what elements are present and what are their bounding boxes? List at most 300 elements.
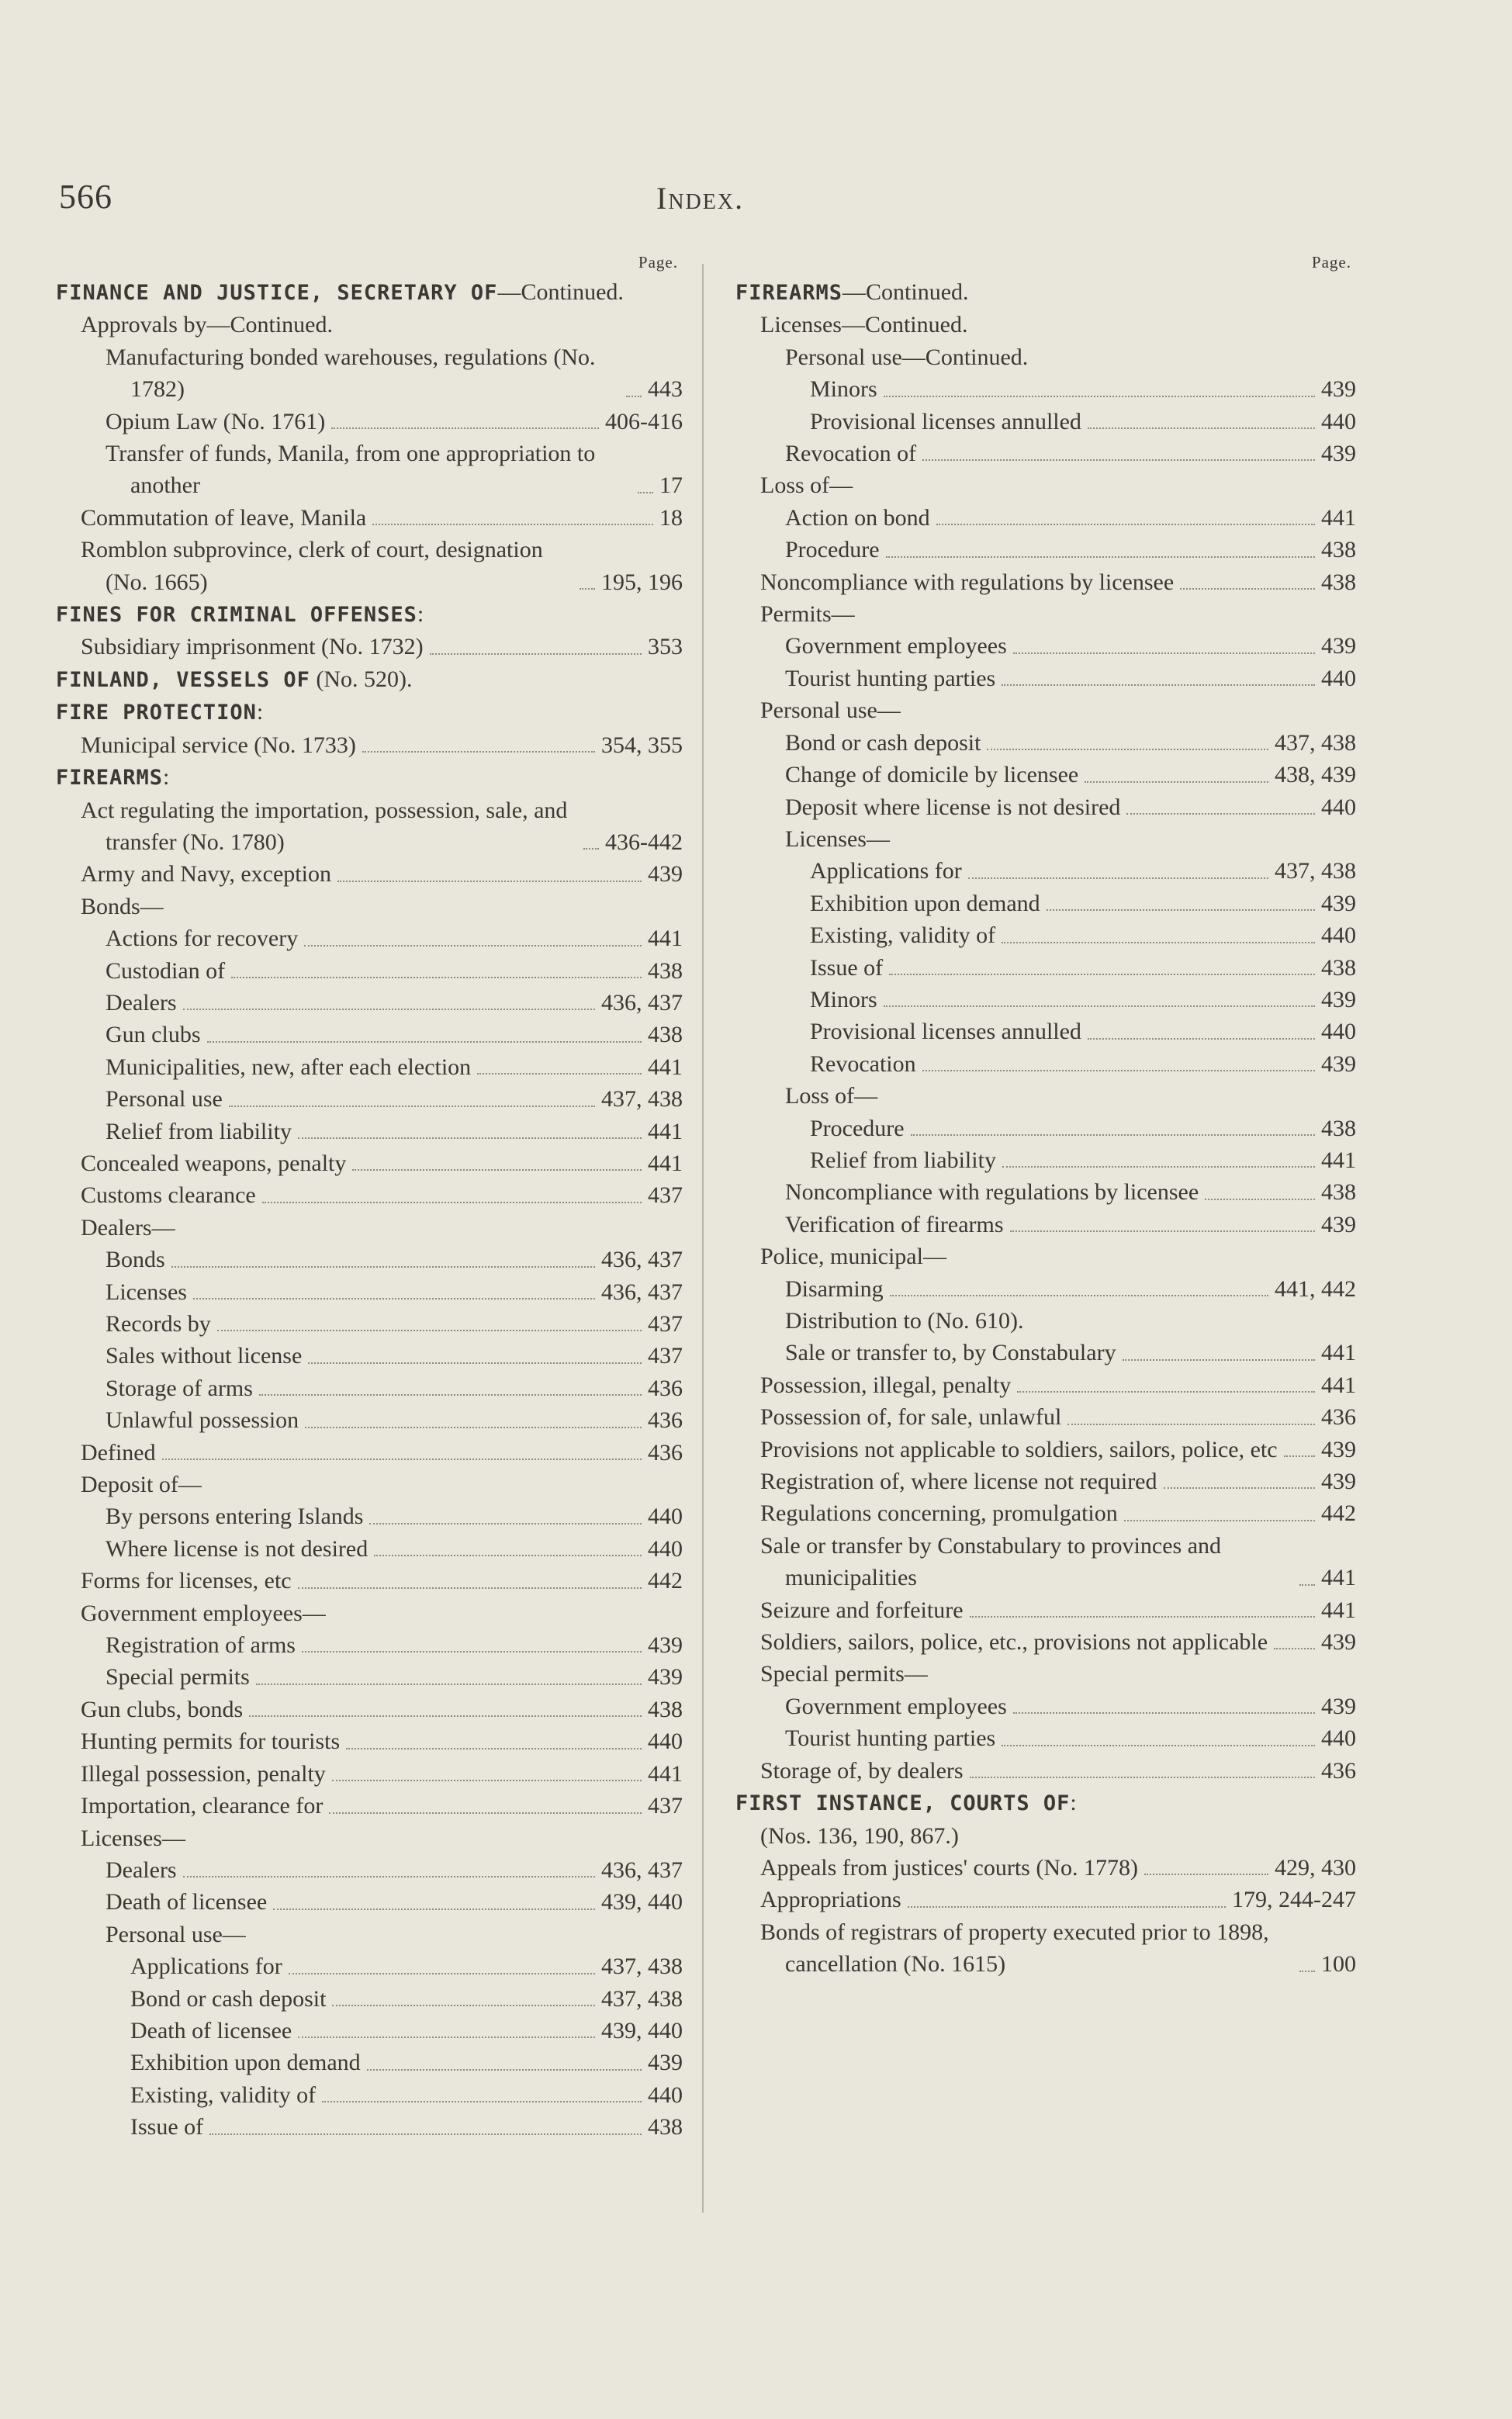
index-entry bbox=[735, 1369, 1356, 1401]
entry-pages: 438 bbox=[648, 957, 683, 984]
dot-leader bbox=[374, 1555, 642, 1556]
entry-text bbox=[106, 987, 177, 1019]
index-entry bbox=[735, 534, 1356, 566]
running-head: Index. bbox=[656, 181, 745, 216]
index-entry bbox=[56, 438, 683, 502]
dot-leader bbox=[346, 1748, 642, 1749]
index-entry bbox=[735, 1048, 1356, 1080]
entry-text bbox=[130, 2015, 292, 2047]
entry-text bbox=[106, 1372, 253, 1404]
dot-leader bbox=[1180, 588, 1315, 590]
dot-leader bbox=[1124, 1520, 1315, 1521]
index-entry bbox=[735, 1080, 1356, 1112]
index-entry bbox=[735, 1916, 1356, 1981]
dot-leader bbox=[886, 556, 1315, 558]
dot-leader bbox=[970, 1616, 1315, 1618]
entry-pages: 441 bbox=[648, 1760, 683, 1787]
entry-text bbox=[760, 1434, 1278, 1466]
entry-label: Noncompliance with regulations by licensee bbox=[785, 1179, 1199, 1206]
entry-text bbox=[81, 894, 164, 919]
index-entry bbox=[735, 1434, 1356, 1466]
entry-pages: 440 bbox=[1321, 1019, 1356, 1045]
index-entry bbox=[56, 1051, 683, 1083]
dot-leader bbox=[922, 459, 1315, 461]
dot-leader bbox=[1126, 813, 1315, 815]
entry-text bbox=[810, 1113, 905, 1144]
entry-text bbox=[760, 697, 901, 723]
dot-leader bbox=[1123, 1359, 1315, 1361]
dot-leader bbox=[477, 1073, 642, 1075]
entry-label: Appeals from justices' courts (No. 1778) bbox=[760, 1854, 1138, 1881]
entry-label: Noncompliance with regulations by licensee bbox=[760, 569, 1175, 595]
index-entry bbox=[735, 1852, 1356, 1884]
dot-leader bbox=[1299, 1971, 1315, 1972]
entry-pages: 353 bbox=[648, 634, 683, 660]
dot-leader bbox=[308, 1362, 642, 1364]
dot-leader bbox=[273, 1909, 595, 1910]
entry-label: Licenses—Continued. bbox=[760, 312, 968, 338]
index-entry bbox=[56, 794, 683, 859]
index-entry bbox=[56, 1983, 683, 2015]
entry-pages: 179, 244-247 bbox=[1232, 1887, 1356, 1913]
index-entry bbox=[735, 663, 1356, 694]
entry-heading: FINLAND, VESSELS OF bbox=[56, 667, 310, 692]
dot-leader bbox=[1010, 1230, 1315, 1232]
entry-pages: 438 bbox=[648, 1022, 683, 1048]
entry-text bbox=[785, 1308, 1024, 1334]
entry-text bbox=[81, 1601, 326, 1626]
entry-label: Illegal possession, penalty bbox=[81, 1760, 326, 1787]
entry-label: Sale or transfer by Constabulary to provinces and municipalities bbox=[760, 1532, 1222, 1591]
dot-leader bbox=[337, 881, 642, 882]
entry-text bbox=[810, 984, 877, 1016]
entry-label: Procedure bbox=[810, 1115, 905, 1141]
index-entry bbox=[735, 1337, 1356, 1369]
entry-text bbox=[81, 729, 356, 761]
entry-pages: 437, 438 bbox=[1275, 729, 1356, 756]
index-entry bbox=[56, 1822, 683, 1854]
entry-label: Tourist hunting parties bbox=[785, 1725, 996, 1752]
index-entry bbox=[56, 1083, 683, 1115]
index-entry bbox=[735, 952, 1356, 984]
entry-text bbox=[81, 631, 424, 663]
entry-text bbox=[56, 699, 263, 725]
entry-pages: 438 bbox=[648, 1696, 683, 1722]
entry-label: Registration of, where license not required bbox=[760, 1469, 1157, 1495]
dot-leader bbox=[1002, 1745, 1315, 1746]
entry-text bbox=[810, 1016, 1081, 1047]
index-entry bbox=[735, 630, 1356, 662]
index-entry bbox=[735, 438, 1356, 469]
entry-label: Permits— bbox=[760, 601, 855, 628]
index-entry bbox=[735, 855, 1356, 887]
entry-label: Distribution to (No. 610). bbox=[785, 1308, 1024, 1334]
entry-text bbox=[81, 1565, 292, 1597]
entry-pages: 437 bbox=[648, 1311, 683, 1337]
dot-leader bbox=[249, 1715, 642, 1717]
entry-label: Soldiers, sailors, police, etc., provisions not applicable bbox=[760, 1629, 1268, 1656]
dot-leader bbox=[1002, 1166, 1315, 1168]
entry-text bbox=[81, 1790, 324, 1822]
dot-leader bbox=[1088, 427, 1315, 429]
entry-text bbox=[785, 344, 1028, 370]
index-entry bbox=[735, 1113, 1356, 1144]
index-entry bbox=[735, 1722, 1356, 1754]
entry-text bbox=[106, 1661, 250, 1693]
entry-pages: 441 bbox=[1321, 1340, 1356, 1366]
dot-leader bbox=[638, 492, 653, 493]
entry-label: Revocation of bbox=[785, 441, 917, 467]
entry-label: Tourist hunting parties bbox=[785, 665, 996, 691]
index-entry bbox=[735, 276, 1356, 309]
entry-pages: 439 bbox=[648, 1664, 683, 1691]
dot-leader bbox=[352, 1169, 642, 1171]
index-entry bbox=[56, 2047, 683, 2078]
entry-label: By persons entering Islands bbox=[106, 1504, 364, 1530]
entry-label: Exhibition upon demand bbox=[130, 2050, 361, 2076]
index-entry bbox=[56, 1147, 683, 1179]
index-entry bbox=[56, 1919, 683, 1950]
entry-label: Death of licensee bbox=[106, 1889, 268, 1915]
dot-leader bbox=[171, 1266, 595, 1268]
index-entry bbox=[735, 694, 1356, 726]
page-column-label: Page. bbox=[1311, 253, 1351, 272]
entry-text bbox=[785, 1722, 996, 1754]
entry-label: Minors bbox=[810, 986, 877, 1012]
index-entry bbox=[735, 469, 1356, 501]
dot-leader bbox=[1017, 1391, 1315, 1393]
entry-label: Deposit of— bbox=[81, 1472, 202, 1498]
index-column-left bbox=[56, 248, 683, 2144]
entry-text bbox=[810, 952, 884, 984]
entry-label: Customs clearance bbox=[81, 1182, 256, 1209]
entry-pages: 439 bbox=[1321, 1050, 1356, 1077]
entry-pages: 439 bbox=[648, 1632, 683, 1659]
entry-text bbox=[106, 1533, 368, 1565]
entry-label: Storage of, by dealers bbox=[760, 1757, 964, 1784]
entry-label: Loss of— bbox=[785, 1083, 878, 1109]
entry-label: Concealed weapons, penalty bbox=[81, 1150, 347, 1176]
index-entry bbox=[56, 1276, 683, 1308]
entry-pages: 195, 196 bbox=[601, 569, 683, 595]
index-entry bbox=[735, 1787, 1356, 1819]
dot-leader bbox=[911, 1134, 1315, 1136]
dot-leader bbox=[217, 1330, 642, 1331]
index-entry bbox=[735, 598, 1356, 630]
dot-leader bbox=[1085, 781, 1268, 783]
entry-pages: 438 bbox=[648, 2114, 683, 2140]
entry-label: Approvals by—Continued. bbox=[81, 312, 333, 338]
index-entry bbox=[735, 309, 1356, 341]
entry-label: Actions for recovery bbox=[106, 926, 299, 952]
dot-leader bbox=[1144, 1874, 1268, 1875]
dot-leader bbox=[369, 1523, 642, 1524]
dot-leader bbox=[332, 1780, 642, 1781]
index-entry bbox=[735, 1305, 1356, 1337]
dot-leader bbox=[332, 2005, 595, 2006]
dot-leader bbox=[1299, 1584, 1315, 1586]
entry-label: Police, municipal— bbox=[760, 1244, 946, 1270]
entry-text bbox=[760, 1530, 1293, 1594]
entry-label: Hunting permits for tourists bbox=[81, 1729, 341, 1755]
entry-pages: 439 bbox=[648, 861, 683, 888]
entry-text bbox=[81, 312, 333, 337]
dot-leader bbox=[231, 977, 642, 978]
entry-label: Regulations concerning, promulgation bbox=[760, 1500, 1118, 1527]
index-entry bbox=[735, 727, 1356, 759]
entry-pages: 436 bbox=[1321, 1404, 1356, 1431]
entry-label: Sales without license bbox=[106, 1343, 303, 1369]
entry-label: : bbox=[417, 601, 424, 628]
index-entry bbox=[56, 1469, 683, 1500]
entry-label: Personal use—Continued. bbox=[785, 344, 1029, 370]
entry-text bbox=[735, 279, 969, 305]
entry-label: Commutation of leave, Manila bbox=[81, 504, 367, 531]
entry-text bbox=[106, 955, 226, 987]
entry-pages: 439 bbox=[648, 2050, 683, 2076]
index-entry bbox=[735, 1209, 1356, 1241]
index-entry bbox=[56, 1725, 683, 1757]
entry-text bbox=[106, 1922, 246, 1947]
entry-text bbox=[810, 1144, 996, 1176]
entry-text bbox=[81, 1472, 202, 1497]
entry-text bbox=[760, 312, 967, 337]
entry-pages: 439 bbox=[1321, 1211, 1356, 1237]
entry-text bbox=[785, 1691, 1007, 1722]
entry-text bbox=[760, 1626, 1268, 1658]
index-entry bbox=[735, 1658, 1356, 1690]
entry-pages: 441 bbox=[648, 926, 683, 952]
entry-pages: 439 bbox=[1321, 1469, 1356, 1495]
index-entry bbox=[56, 1950, 683, 1982]
dot-leader bbox=[908, 1906, 1226, 1908]
dot-leader bbox=[1088, 1038, 1315, 1040]
entry-pages: 439 bbox=[1321, 1436, 1356, 1462]
entry-text bbox=[106, 438, 631, 502]
entry-text bbox=[56, 601, 424, 627]
index-entry bbox=[56, 1340, 683, 1372]
entry-label: Applications for bbox=[810, 858, 962, 884]
index-entry bbox=[735, 984, 1356, 1016]
entry-pages: 436, 437 bbox=[601, 1279, 683, 1305]
index-entry bbox=[735, 1144, 1356, 1176]
entry-text bbox=[810, 406, 1081, 438]
index-entry bbox=[56, 502, 683, 534]
entry-label: Issue of bbox=[810, 954, 884, 981]
entry-pages: 439 bbox=[1321, 986, 1356, 1012]
index-entry bbox=[56, 891, 683, 922]
entry-pages: 440 bbox=[1321, 922, 1356, 949]
entry-text bbox=[130, 1983, 327, 2015]
entry-pages: 440 bbox=[1321, 794, 1356, 820]
entry-text bbox=[130, 2047, 361, 2078]
index-entry bbox=[56, 1694, 683, 1725]
entry-text bbox=[130, 1950, 282, 1982]
entry-text bbox=[760, 1497, 1118, 1529]
entry-label: Importation, clearance for bbox=[81, 1793, 324, 1819]
entry-pages: 441 bbox=[1321, 1565, 1356, 1591]
index-entry bbox=[735, 823, 1356, 855]
entry-label: Verification of firearms bbox=[785, 1211, 1004, 1237]
entry-text bbox=[81, 858, 331, 890]
dot-leader bbox=[1013, 1712, 1315, 1714]
entry-label: Applications for bbox=[130, 1954, 282, 1980]
entry-pages: 436 bbox=[1321, 1757, 1356, 1784]
entry-pages: 438, 439 bbox=[1275, 762, 1356, 788]
entry-label: Gun clubs bbox=[106, 1022, 201, 1048]
entry-text bbox=[785, 663, 996, 694]
dot-leader bbox=[987, 749, 1268, 750]
dot-leader bbox=[626, 396, 642, 397]
index-entry bbox=[735, 373, 1356, 405]
entry-pages: 440 bbox=[1321, 408, 1356, 434]
entry-label: Transfer of funds, Manila, from one appropriation to another bbox=[106, 441, 596, 499]
entry-text bbox=[106, 406, 326, 438]
index-entry bbox=[56, 1116, 683, 1147]
dot-leader bbox=[884, 396, 1315, 397]
entry-pages: 437, 438 bbox=[601, 1954, 683, 1980]
entry-label: Bond or cash deposit bbox=[130, 1985, 327, 2012]
dot-leader bbox=[922, 1070, 1315, 1071]
entry-text bbox=[81, 1825, 185, 1851]
entry-text bbox=[106, 1019, 201, 1050]
entry-pages: 441 bbox=[1321, 504, 1356, 531]
index-entry bbox=[56, 1629, 683, 1661]
entry-label: Provisional licenses annulled bbox=[810, 1019, 1081, 1045]
index-entry bbox=[56, 534, 683, 598]
entry-heading: FIRST INSTANCE, COURTS OF bbox=[735, 1791, 1071, 1816]
entry-label: Appropriations bbox=[760, 1887, 901, 1913]
entry-text bbox=[106, 1244, 165, 1275]
left-entries bbox=[56, 276, 683, 2144]
entry-pages: 442 bbox=[1321, 1500, 1356, 1527]
entry-label: Bonds— bbox=[81, 893, 164, 919]
entry-label: Personal use— bbox=[760, 697, 901, 724]
right-entries bbox=[735, 276, 1356, 1981]
entry-label: Special permits— bbox=[760, 1661, 928, 1687]
entry-text bbox=[785, 826, 890, 852]
dot-leader bbox=[430, 653, 642, 655]
entry-text bbox=[785, 438, 917, 469]
entry-pages: 437 bbox=[648, 1182, 683, 1209]
dot-leader bbox=[331, 427, 599, 429]
index-entry bbox=[56, 1404, 683, 1436]
index-entry bbox=[56, 1758, 683, 1790]
index-entry bbox=[56, 2015, 683, 2047]
dot-leader bbox=[298, 1137, 642, 1139]
entry-text bbox=[760, 566, 1175, 598]
entry-text bbox=[785, 759, 1079, 791]
index-entry bbox=[56, 1854, 683, 1886]
index-entry bbox=[56, 1212, 683, 1244]
entry-pages: 439, 440 bbox=[601, 1889, 683, 1915]
entry-text bbox=[106, 341, 620, 406]
entry-pages: 440 bbox=[648, 1729, 683, 1755]
index-entry bbox=[56, 1244, 683, 1275]
dot-leader bbox=[329, 1812, 642, 1814]
entry-text bbox=[106, 1500, 364, 1532]
index-entry bbox=[56, 1886, 683, 1918]
index-entry bbox=[735, 1466, 1356, 1497]
entry-text bbox=[81, 1694, 244, 1725]
entry-text bbox=[760, 1244, 946, 1269]
entry-label: Licenses bbox=[106, 1279, 187, 1305]
entry-text bbox=[81, 534, 573, 598]
index-entry bbox=[56, 1019, 683, 1050]
entry-pages: 439, 440 bbox=[601, 2017, 683, 2044]
entry-pages: 436 bbox=[648, 1407, 683, 1434]
entry-label: : bbox=[256, 699, 264, 725]
index-entry bbox=[56, 1565, 683, 1597]
entry-label: Relief from liability bbox=[810, 1147, 996, 1173]
entry-pages: 436, 437 bbox=[601, 989, 683, 1016]
entry-heading: FINES FOR CRIMINAL OFFENSES bbox=[56, 603, 417, 628]
entry-pages: 436, 437 bbox=[601, 1247, 683, 1273]
entry-text bbox=[130, 2111, 204, 2143]
index-entry bbox=[56, 1372, 683, 1404]
entry-text bbox=[760, 1755, 964, 1787]
entry-label: Government employees bbox=[785, 633, 1007, 659]
index-entry bbox=[56, 1308, 683, 1340]
entry-pages: 437, 438 bbox=[601, 1985, 683, 2012]
entry-text bbox=[106, 1340, 303, 1372]
entry-text bbox=[81, 794, 577, 859]
entry-pages: 439 bbox=[1321, 1629, 1356, 1656]
column-divider bbox=[702, 264, 704, 2213]
entry-label: Deposit where license is not desired bbox=[785, 794, 1121, 820]
dot-leader bbox=[302, 1651, 642, 1652]
entry-label: Provisions not applicable to soldiers, sailors, police, etc bbox=[760, 1436, 1278, 1462]
entry-pages: 437, 438 bbox=[601, 1086, 683, 1113]
entry-label: Possession of, for sale, unlawful bbox=[760, 1404, 1062, 1431]
index-entry bbox=[56, 1790, 683, 1822]
entry-text bbox=[106, 1308, 211, 1340]
entry-pages: 439 bbox=[1321, 633, 1356, 659]
entry-label: Where license is not desired bbox=[106, 1535, 368, 1562]
entry-pages: 441, 442 bbox=[1275, 1275, 1356, 1302]
index-entry bbox=[56, 1500, 683, 1532]
dot-leader bbox=[580, 588, 595, 590]
entry-text bbox=[56, 666, 413, 692]
entry-label: Licenses— bbox=[785, 825, 890, 852]
index-entry bbox=[56, 2079, 683, 2111]
dot-leader bbox=[183, 1009, 595, 1010]
index-entry bbox=[735, 1884, 1356, 1915]
entry-heading: FINANCE AND JUSTICE, SECRETARY OF bbox=[56, 281, 498, 305]
entry-pages: 100 bbox=[1321, 1951, 1356, 1978]
entry-pages: 440 bbox=[648, 1504, 683, 1530]
index-entry bbox=[56, 858, 683, 890]
dot-leader bbox=[362, 751, 595, 753]
entry-label: Loss of— bbox=[760, 472, 853, 499]
dot-leader bbox=[209, 2133, 642, 2135]
index-entry bbox=[735, 1241, 1356, 1272]
entry-label: : bbox=[163, 764, 170, 791]
index-entry bbox=[735, 406, 1356, 438]
entry-pages: 441 bbox=[648, 1118, 683, 1144]
entry-text bbox=[810, 373, 877, 405]
dot-leader bbox=[289, 1973, 595, 1974]
entry-label: Issue of bbox=[130, 2114, 204, 2140]
entry-label: Existing, validity of bbox=[130, 2082, 317, 2108]
dot-leader bbox=[229, 1106, 595, 1107]
entry-text bbox=[106, 922, 299, 954]
entry-label: Bonds bbox=[106, 1247, 165, 1273]
entry-pages: 441 bbox=[1321, 1597, 1356, 1623]
entry-pages: 440 bbox=[1321, 1725, 1356, 1752]
index-entry bbox=[735, 759, 1356, 791]
entry-text bbox=[760, 1466, 1157, 1497]
